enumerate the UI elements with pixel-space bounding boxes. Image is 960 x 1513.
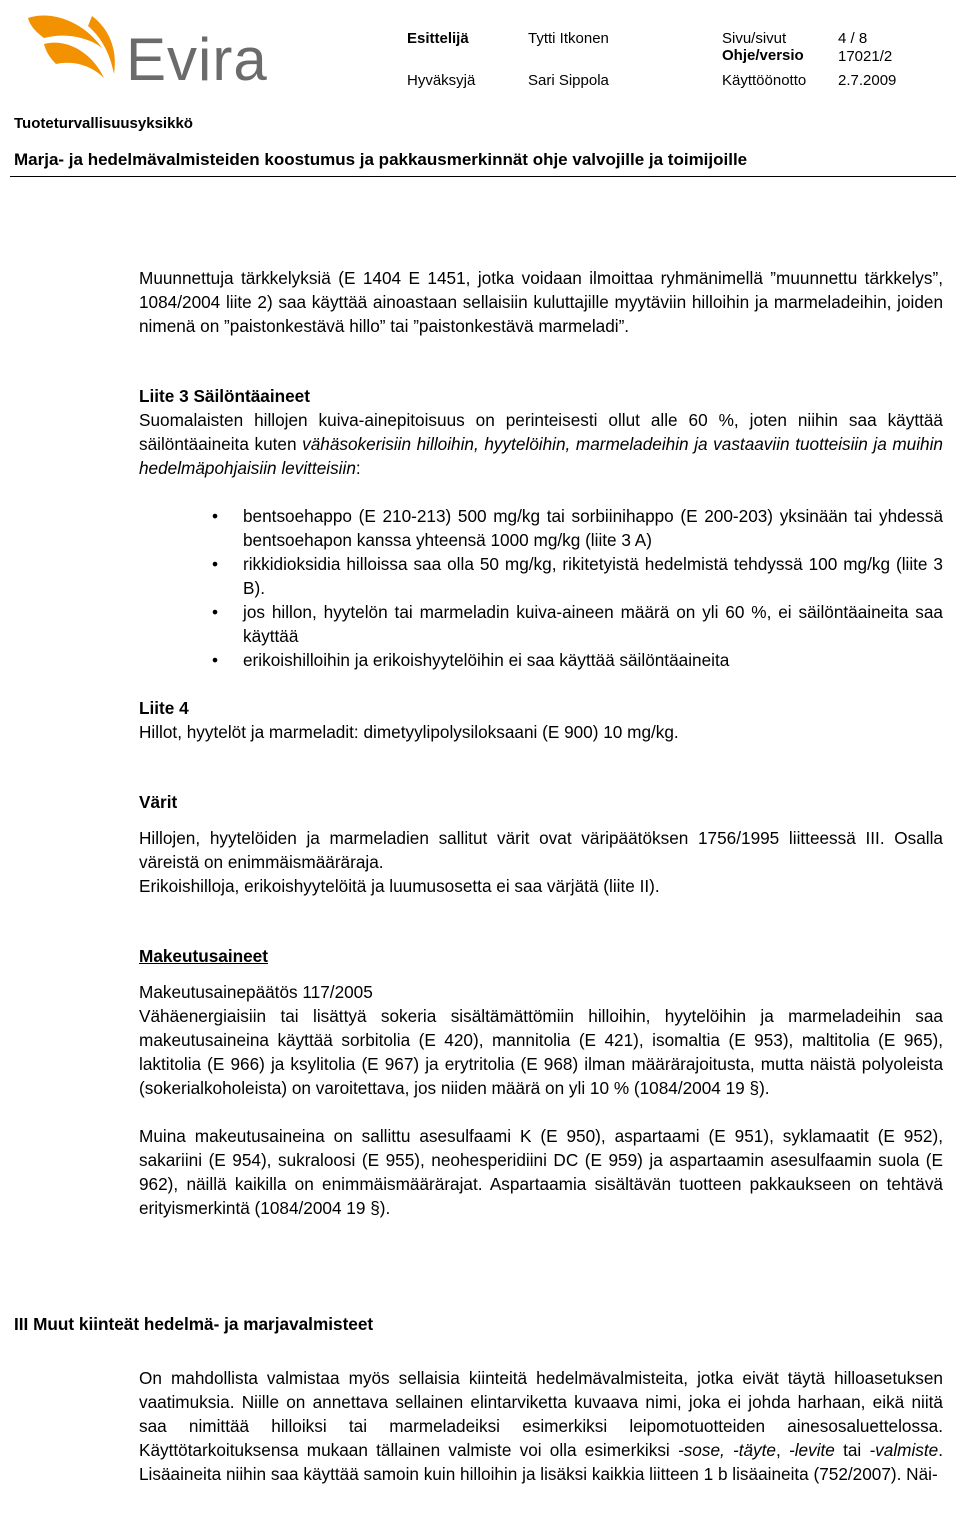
makeutusaineet-paragraph-1: Vähäenergiaisiin tai lisättyä sokeria sisältämättömiin hilloihin, hyytelöihin ja marmeladeihin saa makeutusaineina käyttää sorbitolia (E 420), mannitolia (E 421), isomaltia (E 953), maltitolia (E 965), laktitolia (E 966) ja ksylitolia (E 967) ja erytritolia (E 968) ilman määrärajoitusta, mutta näistä polyoleista (sokerialkoholeista) on varoitettava, jos niiden määrä on yli 10 % (1084/2004 19 §).: [139, 1006, 943, 1098]
liite3-text-italic: vähäsokerisiin hilloihin, hyytelöihin, marmeladeihin ja vastaaviin tuotteisiin ja muihin hedelmäpohjaisiin levitteisiin: [139, 434, 943, 478]
logo-wordmark: Evira: [126, 26, 268, 93]
bullet-icon: •: [212, 506, 219, 526]
bullet-icon: •: [212, 554, 219, 574]
suffix-sose: -sose,: [677, 1440, 725, 1460]
page-count: 4 / 8: [838, 30, 868, 47]
liite3-text-plain: Suomalaisten hillojen kuiva-ainepitoisuus on perinteisesti ollut alle 60 %, joten niihin saa käyttää säilöntäaineita kuten: [139, 410, 943, 454]
preservative-list: [139, 504, 943, 672]
list-item-text: bentsoehappo (E 210-213) 500 mg/kg tai sorbiinihappo (E 200-203) yksinään tai yhdessä bentsoehapon kanssa yhteensä 1000 mg/kg (liite 3 A): [243, 506, 943, 550]
presenter-label: Esittelijä: [407, 30, 469, 47]
document-title: Marja- ja hedelmävalmisteiden koostumus ja pakkausmerkinnät ohje valvojille ja toimijoille: [14, 150, 748, 169]
list-item-text: rikkidioksidia hilloissa saa olla 50 mg/kg, rikitetyistä hedelmistä tehdyssä 100 mg/kg (liite 3 B).: [243, 554, 943, 598]
list-item: [139, 504, 943, 552]
header-divider: [10, 176, 956, 177]
liite4-text: Hillot, hyytelöt ja marmeladit: dimetyylipolysiloksaani (E 900) 10 mg/kg.: [139, 722, 679, 742]
makeutusaineet-subheading: Makeutusainepäätös 117/2005: [139, 982, 373, 1002]
section3-text-a: On mahdollista valmistaa myös sellaisia kiinteitä hedelmävalmisteita, jotka eivät täytä hilloasetuksen vaatimuksia. Niille on annettava sellainen elintarviketta kuvaava nimi, joka ei johda harhaan, eikä niitä saa nimittää hilloiksi tai marmeladeiksi esimerkiksi leipomotuotteiden ainesosaluettelossa. Käyttötarkoituksensa mukaan tällainen valmiste voi olla esimerkiksi: [139, 1368, 943, 1460]
section3-paragraph: [139, 1366, 943, 1486]
suffix-levite: -levite: [789, 1440, 835, 1460]
word-tai: tai: [834, 1440, 870, 1460]
bullet-icon: •: [212, 650, 219, 670]
list-item-text: erikoishilloihin ja erikoishyytelöihin ei saa käyttää säilöntäaineita: [243, 650, 730, 670]
liite4-heading: Liite 4: [139, 698, 189, 718]
section3-text-b: . Lisäaineita niihin saa käyttää samoin kuin hilloihin ja lisäksi kaikkia liitteen 1 b lisäaineita (752/2007). Näi-: [139, 1440, 943, 1484]
section3-heading: III Muut kiinteät hedelmä- ja marjavalmisteet: [14, 1314, 374, 1334]
evira-logo: [22, 8, 272, 92]
main-content: [139, 266, 943, 1220]
liite3-heading: Liite 3 Säilöntäaineet: [139, 386, 310, 406]
pages-label: Sivu/sivut: [722, 30, 787, 47]
section3-content: [139, 1366, 943, 1486]
makeutusaineet-paragraph-2: Muina makeutusaineina on sallittu asesulfaami K (E 950), aspartaami (E 951), syklamaatit (E 952), sakariini (E 954), sukraloosi (E 955), neohesperidiini DC (E 959) ja aspartaamin asesulfaamin suola (E 962), näillä kaikilla on enimmäismäärärajat. Aspartaamia sisältävän tuotteen pakkaukseen on tehtävä erityismerkintä (1084/2004 19 §).: [139, 1126, 943, 1218]
effective-date: 2.7.2009: [838, 72, 897, 89]
list-item: [139, 600, 943, 648]
list-item: [139, 552, 943, 600]
liite3-text-end: :: [355, 458, 361, 478]
varit-text: Hillojen, hyytelöiden ja marmeladien sallitut värit ovat väripäätöksen 1756/1995 liitteessä III. Osalla väreistä on enimmäismääräraja.: [139, 828, 943, 872]
approver-name: Sari Sippola: [528, 72, 609, 89]
makeutusaineet-heading: Makeutusaineet: [139, 946, 268, 966]
suffix-tayte: -täyte: [733, 1440, 776, 1460]
list-item: [139, 648, 943, 672]
bullet-icon: •: [212, 602, 219, 622]
unit-name: Tuoteturvallisuusyksikkö: [14, 115, 193, 132]
varit-heading: Värit: [139, 792, 178, 812]
list-item-text: jos hillon, hyytelön tai marmeladin kuiva-aineen määrä on yli 60 %, ei säilöntäaineita saa käyttää: [243, 602, 943, 646]
doc-type: Ohje/versio: [722, 47, 804, 64]
separator: ,: [776, 1440, 789, 1460]
presenter-name: Tytti Itkonen: [528, 30, 609, 47]
suffix-valmiste: -valmiste: [869, 1440, 939, 1460]
intro-paragraph: Muunnettuja tärkkelyksiä (E 1404 E 1451, jotka voidaan ilmoittaa ryhmänimellä ”muunnettu tärkkelys”, 1084/2004 liite 2) saa käyttää ainoastaan sellaisiin kuluttajille myytäviin hilloihin ja marmeladeihin, joiden nimenä on ”paistonkestävä hillo” tai ”paistonkestävä marmeladi”.: [139, 268, 943, 336]
liite3-text: [139, 408, 943, 480]
approver-label: Hyväksyjä: [407, 72, 476, 89]
varit-text-2: Erikoishilloja, erikoishyytelöitä ja luumusosetta ei saa värjätä (liite II).: [139, 876, 660, 896]
effective-label: Käyttöönotto: [722, 72, 807, 89]
evira-leaf-icon: [22, 8, 126, 92]
doc-number: 17021/2: [838, 48, 893, 65]
